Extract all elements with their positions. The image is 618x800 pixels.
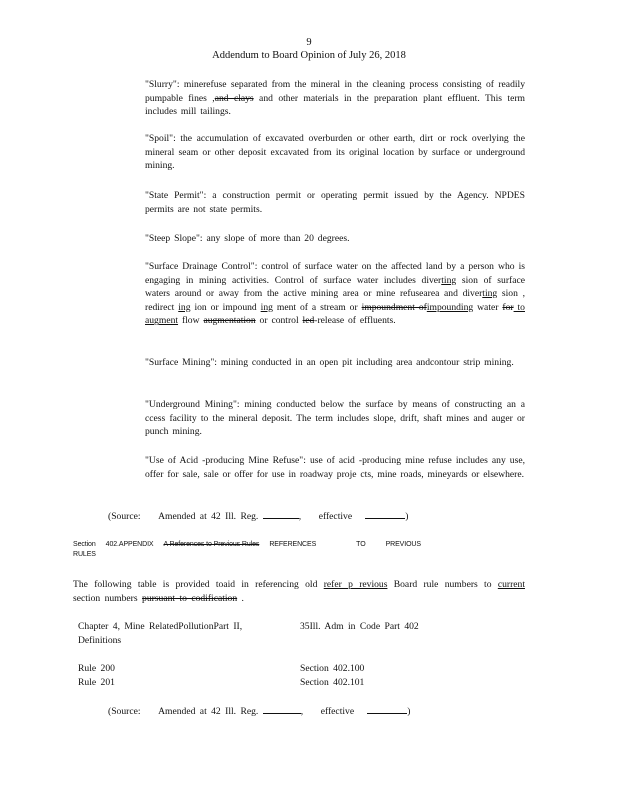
struck-text: led xyxy=(302,315,315,327)
source-note: (Source: Amended at 42 Ill. Reg. , effective ) xyxy=(108,511,409,522)
struck-text: augmentation xyxy=(203,315,256,327)
inserted-text: refer p revious xyxy=(323,579,388,590)
definition-surface-mining: "Surface Mining": mining conducted in an open pit including area andcontour strip mining. xyxy=(145,357,514,368)
blank-line xyxy=(365,509,405,519)
definition-state-permit: "State Permit": a construction permit or operating permit issued by the Agency. NPDES permits are not state permits. xyxy=(145,190,525,215)
table-row-left: Rule 200 xyxy=(78,663,115,674)
definition-surface-drainage-control: "Surface Drainage Control": control of surface water on the affected land by a person who is engaging in mining activities. Control of surface water includes diverting sion of surface waters around or away from the active mining area or mine refusearea and diverting sion , redirect ing ion or impound ing ment of a stream or impoundment ofimpounding water for to augment flow augmentation or control led-release of effluents. xyxy=(145,261,526,327)
definition-acid-refuse: "Use of Acid -producing Mine Refuse": use of acid -producing mine refuse includes any use, offer for sale, sale or offer for use in roadway proje cts, mine roads, mineyards or elsewhere. xyxy=(145,455,525,480)
struck-text: pursuant to codification xyxy=(142,592,238,604)
blank-line xyxy=(367,704,407,714)
table-row-left: Rule 201 xyxy=(78,677,115,688)
page-number: 9 xyxy=(306,37,312,48)
inserted-text: impounding xyxy=(426,301,474,313)
inserted-text: ting xyxy=(441,274,457,286)
section-heading: Section 402.APPENDIX A References to Previous Rules REFERENCES TO PREVIOUS RULES xyxy=(73,541,421,558)
blank-line xyxy=(263,704,301,714)
struck-text: A References to Previous Rules xyxy=(163,541,260,548)
definition-steep-slope: "Steep Slope": any slope of more than 20 degrees. xyxy=(145,233,350,244)
table-row-right: Section 402.101 xyxy=(300,677,365,688)
table-left-header-2: Definitions xyxy=(78,635,122,646)
table-left-header: Chapter 4, Mine RelatedPollutionPart II, xyxy=(78,621,243,632)
source-note: (Source: Amended at 42 Ill. Reg. , effective ) xyxy=(108,706,411,717)
inserted-text: current xyxy=(497,579,525,590)
table-row-right: Section 402.100 xyxy=(300,663,365,674)
struck-text: and clays xyxy=(214,92,254,104)
inserted-text: ting xyxy=(482,288,498,300)
inserted-text: ing xyxy=(260,301,273,313)
page-title: Addendum to Board Opinion of July 26, 2018 xyxy=(212,50,406,61)
definition-slurry: "Slurry": minerefuse separated from the mineral in the cleaning process consisting of readily pumpable fines ,and clays and other materials in the preparation plant effluent. This term includes mill tailings. xyxy=(145,79,525,118)
intro-paragraph: The following table is provided toaid in referencing old refer p revious Board rule numbers to current section numbers pursuant to codification . xyxy=(73,579,525,604)
definition-spoil: "Spoil": the accumulation of excavated overburden or other earth, dirt or rock overlying the mineral seam or other deposit excavated from its original location by surface or underground mining. xyxy=(145,133,525,172)
table-right-header: 35Ill. Adm in Code Part 402 xyxy=(300,621,419,632)
definition-underground-mining: "Underground Mining": mining conducted below the surface by means of constructing an a ccess facility to the mineral deposit. The term includes slope, drift, shaft mines and auger or punch mining. xyxy=(145,399,525,438)
blank-line xyxy=(263,509,299,519)
struck-text: for xyxy=(502,301,514,313)
inserted-text: to augment xyxy=(145,301,525,327)
inserted-text: ing xyxy=(178,301,191,313)
struck-text: impoundment of xyxy=(361,301,427,313)
